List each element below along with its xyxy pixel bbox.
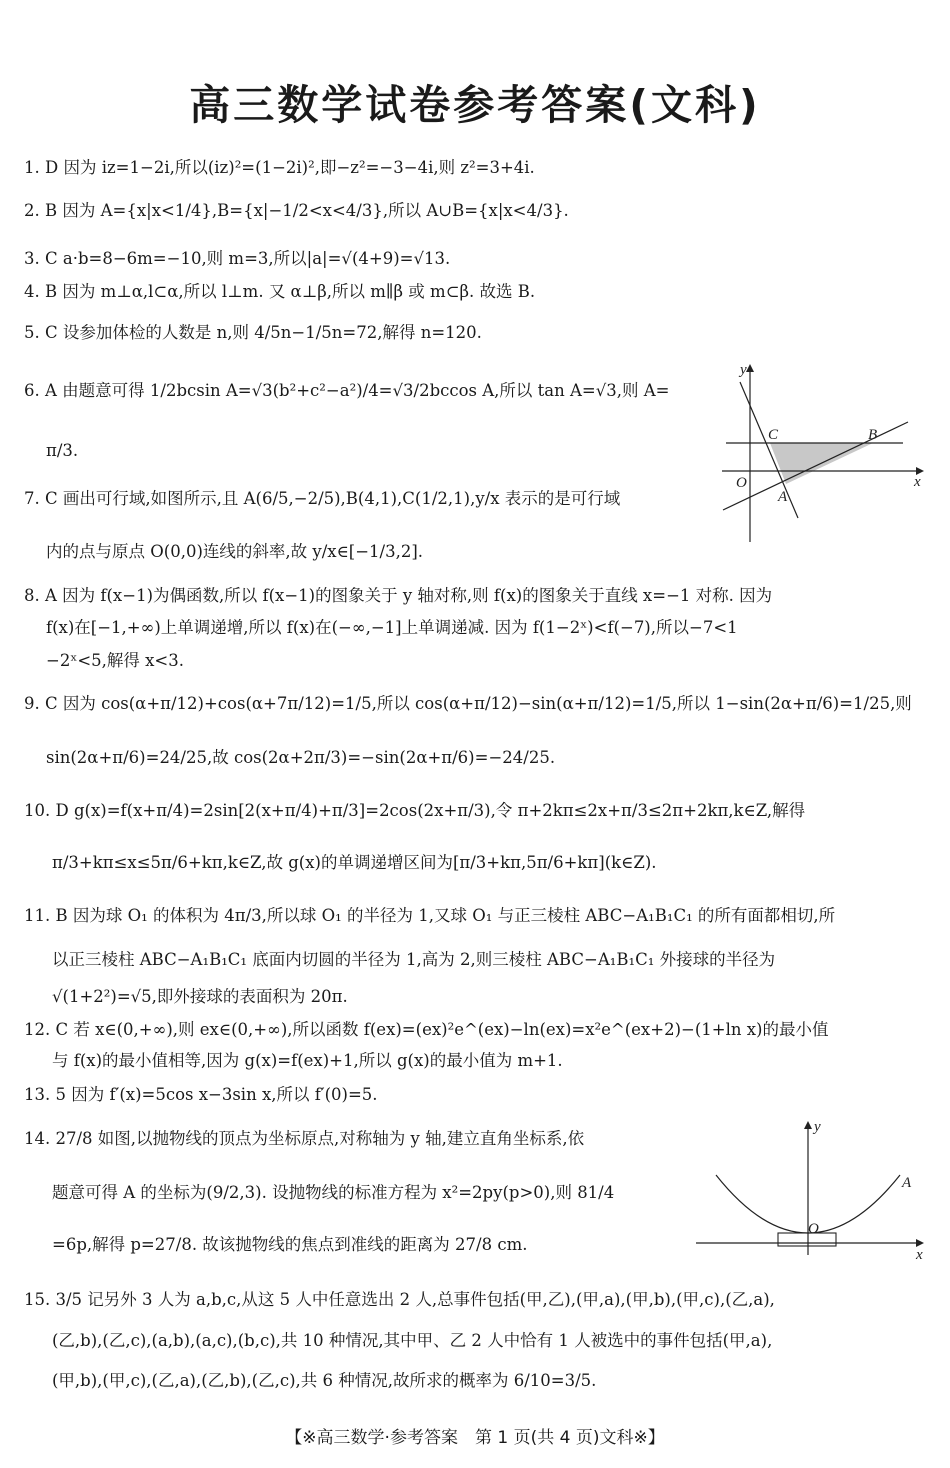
label-y: y [814,1119,821,1135]
page-footer: 【※高三数学·参考答案 第 1 页(共 4 页)文科※】 [285,1428,665,1448]
answer-line: 4. B 因为 m⊥α,l⊂α,所以 l⊥m. 又 α⊥β,所以 m∥β 或 m⊂β. 故选 B. [24,282,536,301]
answer-line: 3. C a·b=8−6m=−10,则 m=3,所以|a|=√(4+9)=√13. [24,249,451,268]
answer-line: 11. B 因为球 O₁ 的体积为 4π/3,所以球 O₁ 的半径为 1,又球 O₁ 与正三棱柱 ABC−A₁B₁C₁ 的所有面都相切,所 [24,906,836,925]
y-axis-arrow [746,364,754,372]
answer-line: 9. C 因为 cos(α+π/12)+cos(α+7π/12)=1/5,所以 cos(α+π/12)−sin(α+π/12)=1/5,所以 1−sin(2α+π/6)=1/25,则 [24,694,912,713]
shallow-line [723,422,908,510]
page-title: 高三数学试卷参考答案(文科) [189,81,761,129]
base-rect [778,1233,836,1246]
answer-line: 14. 27/8 如图,以抛物线的顶点为坐标原点,对称轴为 y 轴,建立直角坐标系,依 [24,1129,585,1148]
answer-line: sin(2α+π/6)=24/25,故 cos(2α+2π/3)=−sin(2α+π/6)=−24/25. [46,748,556,767]
label-o: O [736,475,747,491]
y-axis-arrow [804,1121,812,1129]
x-axis-arrow [916,1239,924,1247]
label-x: x [916,1247,923,1260]
answer-line: π/3+kπ≤x≤5π/6+kπ,k∈Z,故 g(x)的单调递增区间为[π/3+kπ,5π/6+kπ](k∈Z). [52,853,657,872]
label-x: x [914,474,921,490]
answer-line: 12. C 若 x∈(0,+∞),则 ex∈(0,+∞),所以函数 f(ex)=(ex)²e^(ex)−ln(ex)=x²e^(ex+2)−(1+ln x)的最小值 [24,1020,829,1039]
label-b: B [868,427,878,443]
answer-line: (乙,b),(乙,c),(a,b),(a,c),(b,c),共 10 种情况,其中甲、乙 2 人中恰有 1 人被选中的事件包括(甲,a), [52,1331,773,1350]
answer-line: 5. C 设参加体检的人数是 n,则 4/5n−1/5n=72,解得 n=120. [24,323,482,342]
answer-line: 题意可得 A 的坐标为(9/2,3). 设抛物线的标准方程为 x²=2py(p>0),则 81/4 [52,1183,615,1202]
label-y: y [740,362,747,378]
answer-line: −2ˣ<5,解得 x<3. [46,651,185,670]
answer-line: 13. 5 因为 f′(x)=5cos x−3sin x,所以 f′(0)=5. [24,1085,378,1104]
answer-line: 7. C 画出可行域,如图所示,且 A(6/5,−2/5),B(4,1),C(1/2,1),y/x 表示的是可行域 [24,489,621,508]
label-c: C [768,427,779,443]
answer-line: =6p,解得 p=27/8. 故该抛物线的焦点到准线的距离为 27/8 cm. [52,1235,528,1254]
answer-line: 2. B 因为 A={x|x<1/4},B={x|−1/2<x<4/3},所以 A∪B={x|x<4/3}. [24,201,569,220]
answer-line: 与 f(x)的最小值相等,因为 g(x)=f(ex)+1,所以 g(x)的最小值为 m+1. [52,1051,563,1070]
label-a: A [778,489,788,505]
answer-line: 6. A 由题意可得 1/2bcsin A=√3(b²+c²−a²)/4=√3/2bccos A,所以 tan A=√3,则 A= [24,381,670,400]
answer-line: 10. D g(x)=f(x+π/4)=2sin[2(x+π/4)+π/3]=2cos(2x+π/3),令 π+2kπ≤2x+π/3≤2π+2kπ,k∈Z,解得 [24,801,806,820]
answer-line: 8. A 因为 f(x−1)为偶函数,所以 f(x−1)的图象关于 y 轴对称,则 f(x)的图象关于直线 x=−1 对称. 因为 [24,586,773,605]
answer-line: 15. 3/5 记另外 3 人为 a,b,c,从这 5 人中任意选出 2 人,总事件包括(甲,乙),(甲,a),(甲,b),(甲,c),(乙,a), [24,1290,775,1309]
parabola-figure [694,1115,934,1260]
label-o: O [808,1221,819,1237]
answer-line: f(x)在[−1,+∞)上单调递增,所以 f(x)在(−∞,−1]上单调递减. 因为 f(1−2ˣ)<f(−7),所以−7<1 [46,618,738,637]
answer-line: 以正三棱柱 ABC−A₁B₁C₁ 底面内切圆的半径为 1,高为 2,则三棱柱 ABC−A₁B₁C₁ 外接球的半径为 [52,950,776,969]
feasible-region-figure [718,360,928,545]
label-a: A [902,1175,912,1191]
answer-line: 1. D 因为 iz=1−2i,所以(iz)²=(1−2i)²,即−z²=−3−4i,则 z²=3+4i. [24,158,535,177]
answer-line: π/3. [46,441,79,460]
answer-line: √(1+2²)=√5,即外接球的表面积为 20π. [52,987,348,1006]
answer-line: 内的点与原点 O(0,0)连线的斜率,故 y/x∈[−1/3,2]. [46,542,424,561]
answer-line: (甲,b),(甲,c),(乙,a),(乙,b),(乙,c),共 6 种情况,故所求的概率为 6/10=3/5. [52,1371,597,1390]
